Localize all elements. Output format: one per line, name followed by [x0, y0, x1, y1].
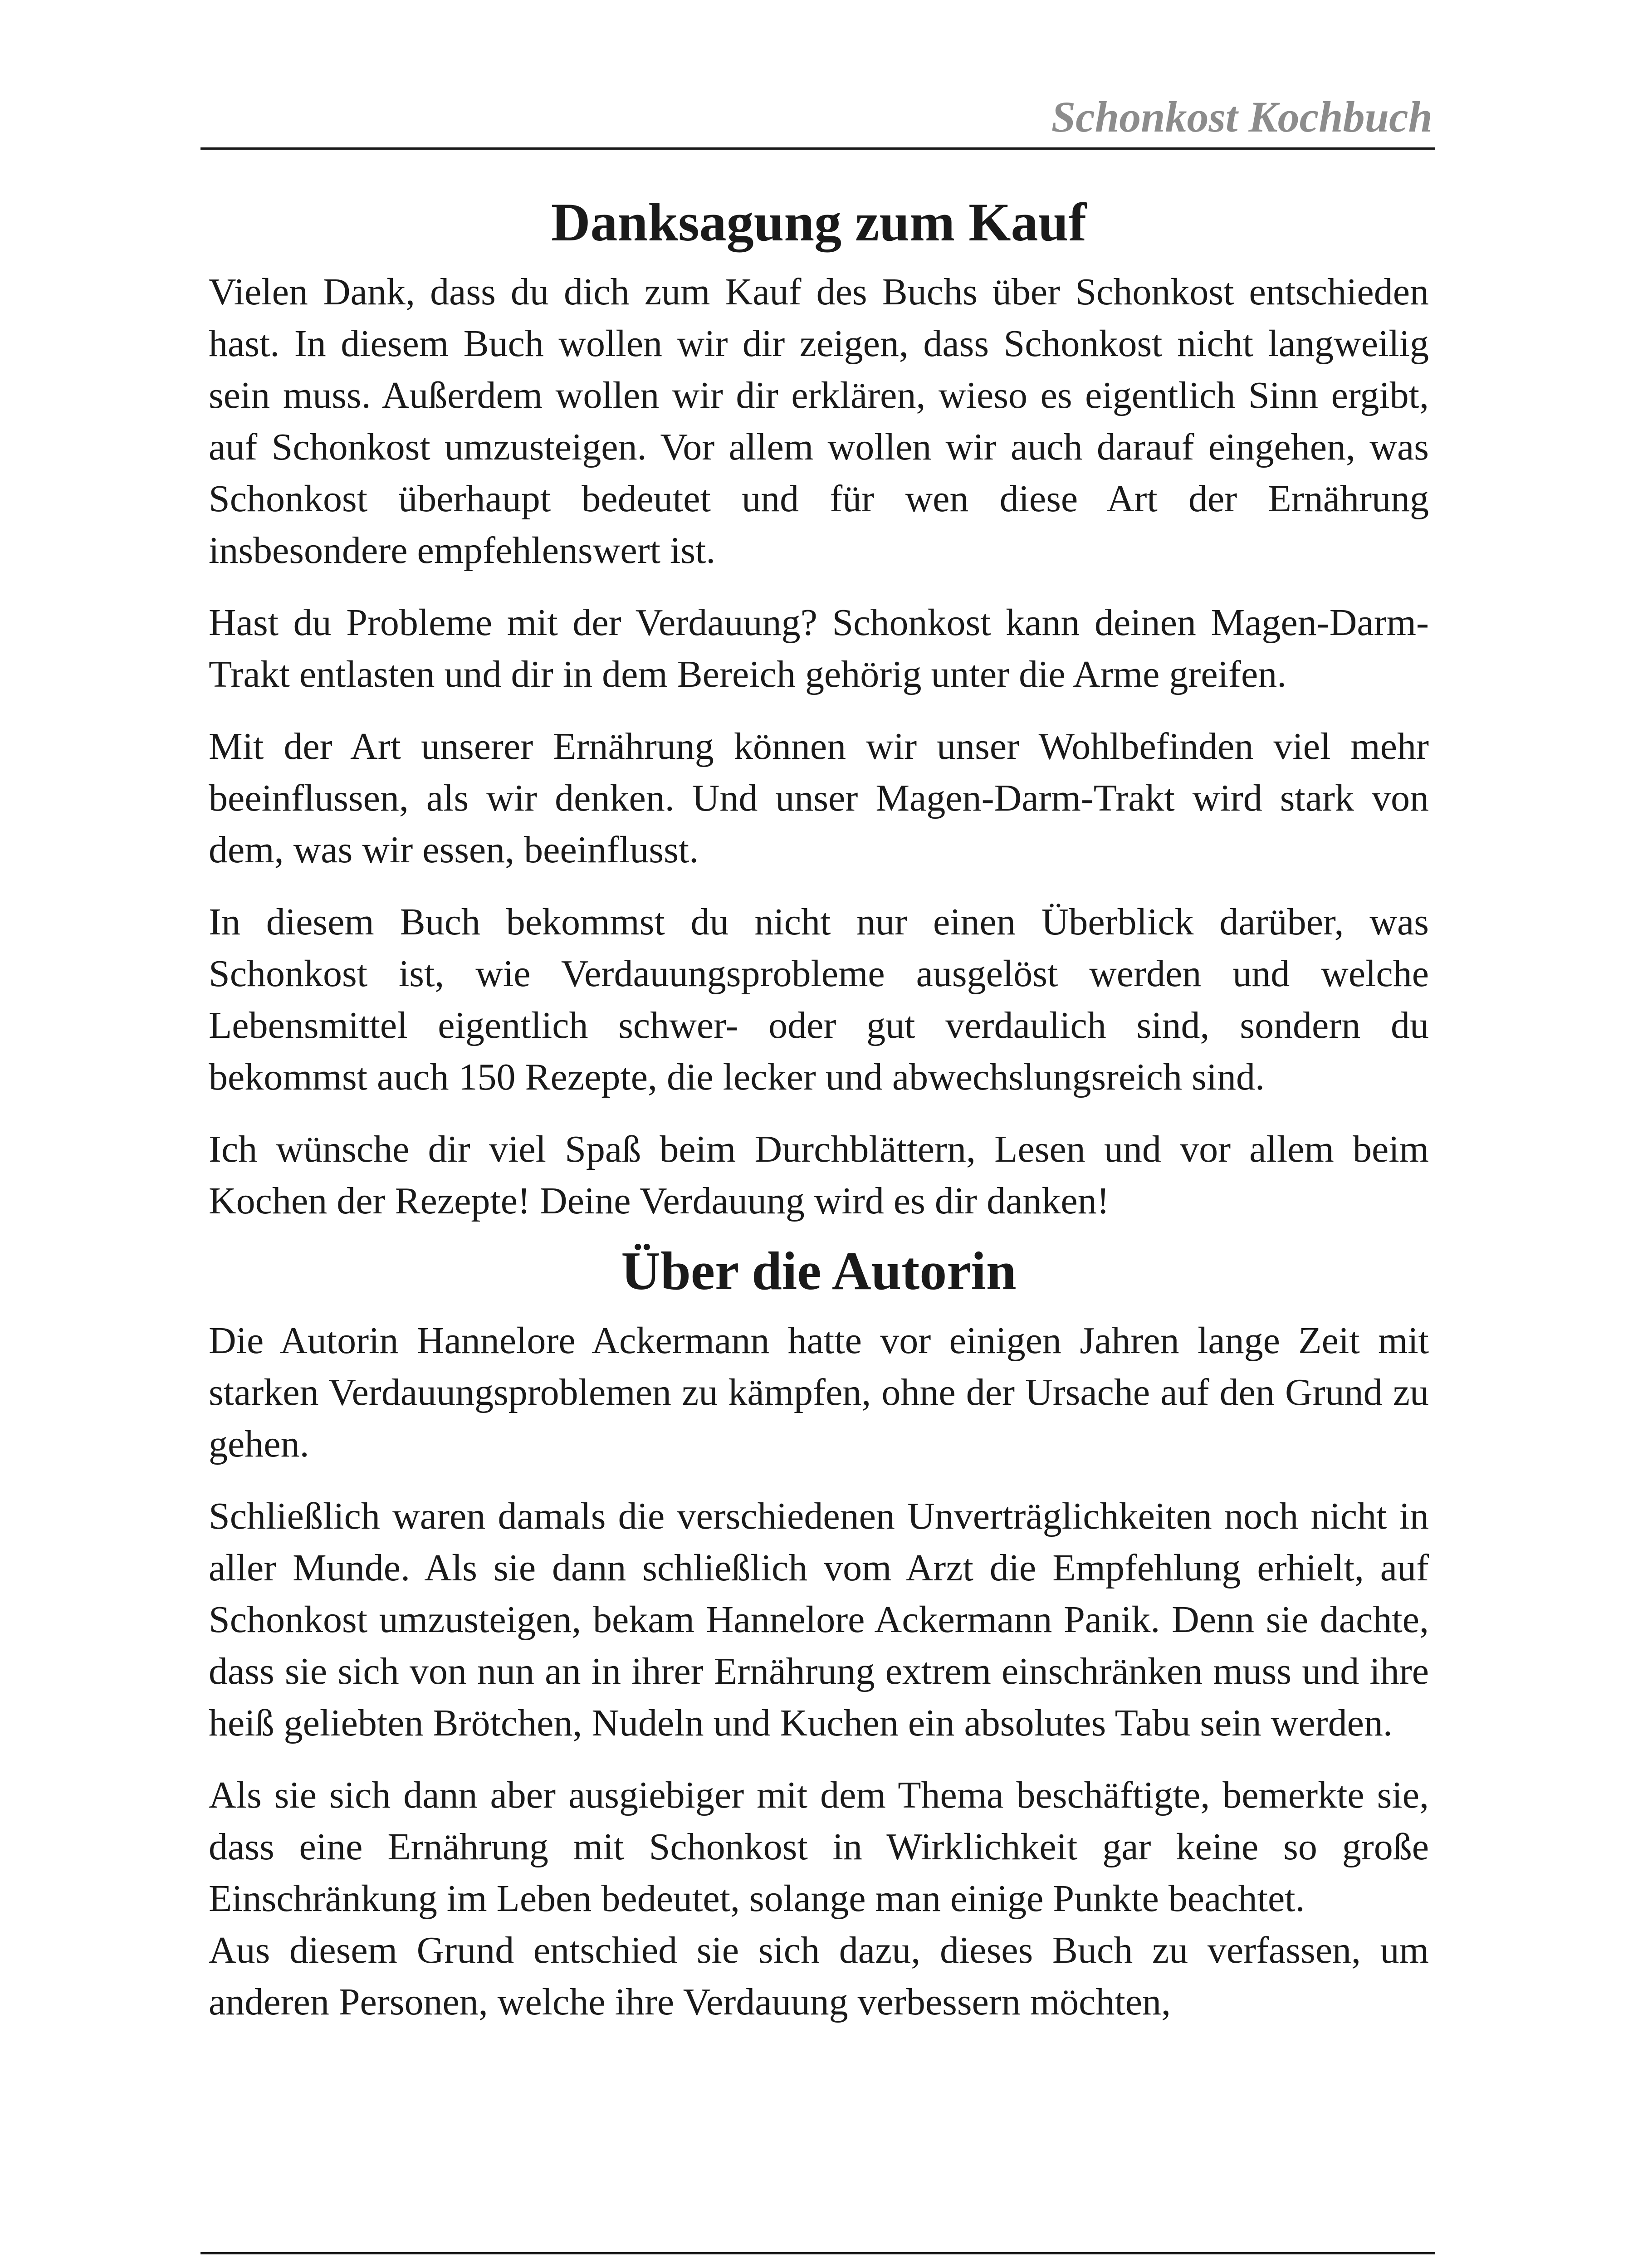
paragraph: Schließlich waren damals die verschiedenen Unverträglichkeiten noch nicht in aller Munde. Als sie dann schließlich vom Arzt die Empfehlung erhielt, auf Schonkost umzusteigen, bekam Hannelore Ackermann Panik. Denn sie dachte, dass sie sich von nun an in ihrer Ernährung extrem einschränken muss und ihre heiß geliebten Brötchen, Nudeln und Kuchen ein absolutes Tabu sein werden.: [209, 1495, 1429, 1744]
paragraph: Als sie sich dann aber ausgiebiger mit dem Thema beschäftigte, bemerkte sie, dass eine Ernährung mit Schonkost in Wirklichkeit gar keine so große Einschränkung im Leben bedeutet, solange man einige Punkte beachtet.: [209, 1774, 1429, 1920]
running-title: Schonkost Kochbuch: [1051, 93, 1433, 141]
paragraph: Aus diesem Grund entschied sie sich dazu, dieses Buch zu verfassen, um anderen Personen, welche ihre Verdauung verbessern möchten,: [209, 1929, 1429, 2023]
page-content: [209, 188, 1429, 2028]
paragraph: Mit der Art unserer Ernährung können wir unser Wohlbefinden viel mehr beeinflussen, als wir denken. Und unser Magen-Darm-Trakt wird stark von dem, was wir essen, beeinflusst.: [209, 725, 1429, 871]
section-heading-danksagung: Danksagung zum Kauf: [551, 192, 1087, 252]
page-header: [200, 88, 1435, 150]
paragraph: Hast du Probleme mit der Verdauung? Schonkost kann deinen Magen-Darm-Trakt entlasten und dir in dem Bereich gehörig unter die Arme greifen.: [209, 601, 1429, 695]
page-footer: [200, 2252, 1435, 2268]
section-heading-autorin: Über die Autorin: [621, 1241, 1017, 1301]
paragraph: Die Autorin Hannelore Ackermann hatte vor einigen Jahren lange Zeit mit starken Verdauungsproblemen zu kämpfen, ohne der Ursache auf den Grund zu gehen.: [209, 1320, 1429, 1465]
paragraph: Ich wünsche dir viel Spaß beim Durchblättern, Lesen und vor allem beim Kochen der Rezepte! Deine Verdauung wird es dir danken!: [209, 1128, 1429, 1222]
paragraph: Vielen Dank, dass du dich zum Kauf des Buchs über Schonkost entschieden hast. In diesem Buch wollen wir dir zeigen, dass Schonkost nicht langweilig sein muss. Außerdem wollen wir dir erklären, wieso es eigentlich Sinn ergibt, auf Schonkost umzusteigen. Vor allem wollen wir auch darauf eingehen, was Schonkost überhaupt bedeutet und für wen diese Art der Ernährung insbesondere empfehlenswert ist.: [209, 271, 1429, 572]
paragraph: In diesem Buch bekommst du nicht nur einen Überblick darüber, was Schonkost ist, wie Verdauungsprobleme ausgelöst werden und welche Lebensmittel eigentlich schwer- oder gut verdaulich sind, sondern du bekommst auch 150 Rezepte, die lecker und abwechslungsreich sind.: [209, 901, 1429, 1098]
